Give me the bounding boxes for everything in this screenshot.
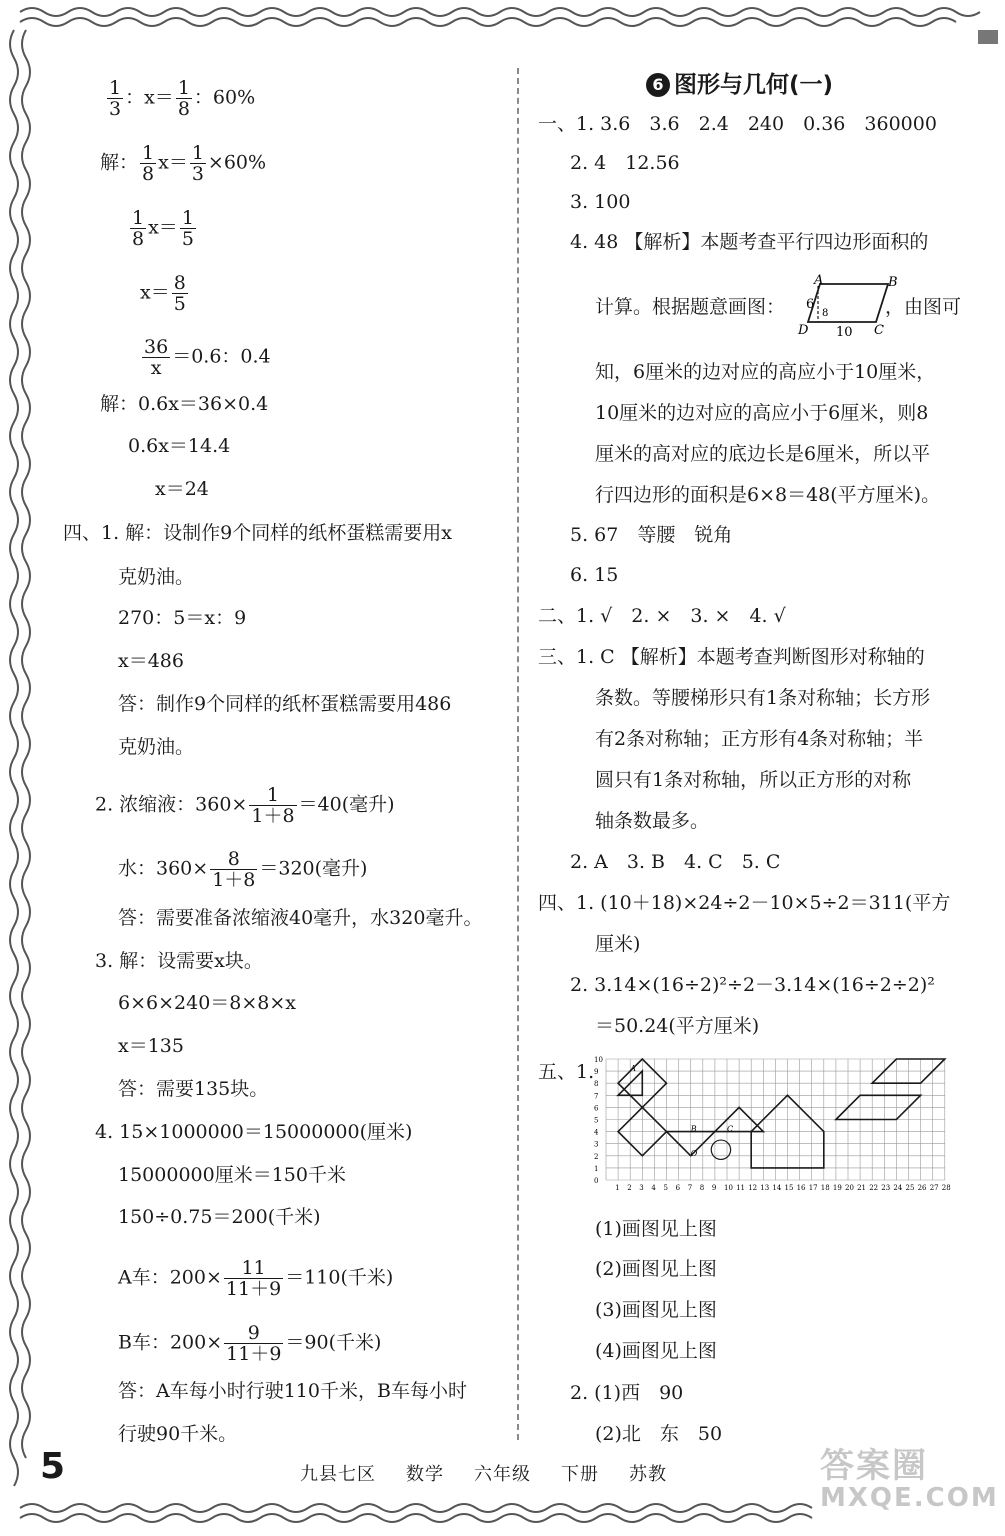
x-tick-label: 3 bbox=[639, 1184, 644, 1192]
text-line: 答：需要准备浓缩液40毫升，水320毫升。 bbox=[118, 907, 483, 929]
text-line: 4. 48 【解析】本题考查平行四边形面积的 bbox=[570, 231, 929, 253]
coordinate-grid-figure bbox=[588, 1052, 958, 1197]
fraction: $\frac{1}{3}$ bbox=[109, 77, 122, 120]
x-tick-label: 15 bbox=[784, 1184, 794, 1192]
x-tick-label: 8 bbox=[699, 1184, 705, 1192]
svg-text:8: 8 bbox=[822, 308, 829, 319]
fraction: $\frac{1}{8}$ bbox=[177, 77, 190, 120]
text-line: 6×6×240＝8×8×x bbox=[118, 992, 297, 1014]
y-tick-label: 5 bbox=[594, 1116, 599, 1125]
y-tick-label: 9 bbox=[594, 1068, 599, 1077]
fraction: $\frac{36}{x}$ bbox=[144, 336, 169, 379]
text-line: 有2条对称轴；正方形有4条对称轴；半 bbox=[595, 728, 924, 750]
text-line: 水：360× $\frac{8}{1+8}$ ＝320(毫升) bbox=[118, 848, 368, 891]
text-line: (1)画图见上图 bbox=[595, 1218, 717, 1240]
fraction: $\frac{1}{5}$ bbox=[181, 207, 194, 250]
grid-circle bbox=[711, 1140, 730, 1159]
question-4-2: 2. 浓缩液：360× $\frac{1}{1+8}$ ＝40(毫升) bbox=[95, 784, 395, 827]
x-tick-label: 22 bbox=[869, 1184, 879, 1192]
grid-point-label: B bbox=[690, 1124, 697, 1134]
solution-line-3: $\frac{1}{8}$ x＝ $\frac{1}{5}$ bbox=[132, 207, 194, 250]
text-line: 圆只有1条对称轴，所以正方形的对称 bbox=[595, 769, 912, 791]
x-tick-label: 26 bbox=[917, 1184, 927, 1192]
text-line: 答：制作9个同样的纸杯蛋糕需要用486 bbox=[118, 693, 452, 715]
proportion-line-1: $\frac{1}{3}$ ：x＝ $\frac{1}{8}$ ：60% bbox=[109, 77, 256, 120]
y-tick-label: 10 bbox=[594, 1056, 603, 1064]
solution-line-4: x＝ $\frac{8}{5}$ bbox=[140, 272, 186, 315]
text-line: 2. A 3. B 4. C 5. C bbox=[570, 851, 781, 873]
y-tick-label: 6 bbox=[594, 1104, 599, 1113]
column-divider bbox=[517, 68, 519, 1440]
x-tick-label: 16 bbox=[796, 1184, 806, 1192]
text-line: 厘米) bbox=[595, 933, 641, 955]
x-tick-label: 2 bbox=[627, 1184, 632, 1192]
x-tick-label: 13 bbox=[760, 1184, 770, 1192]
section-title: 6 图形与几何(一) bbox=[646, 66, 833, 99]
text-line: ＝50.24(平方厘米) bbox=[595, 1015, 760, 1037]
x-tick-label: 6 bbox=[675, 1184, 681, 1192]
text-line: (2)北 东 50 bbox=[595, 1423, 723, 1445]
question-4-1: 四、1. 解：设制作9个同样的纸杯蛋糕需要用x bbox=[63, 522, 452, 544]
x-tick-label: 17 bbox=[808, 1184, 818, 1192]
x-tick-label: 18 bbox=[820, 1184, 830, 1192]
text-line: (3)画图见上图 bbox=[595, 1299, 717, 1321]
svg-text:C: C bbox=[874, 323, 884, 338]
text-line: 0.6x＝14.4 bbox=[128, 435, 231, 457]
x-tick-label: 19 bbox=[832, 1184, 842, 1192]
x-tick-label: 5 bbox=[663, 1184, 668, 1192]
text-line: B车：200× $\frac{9}{11+9}$ ＝90(千米) bbox=[118, 1322, 382, 1365]
text-line: A车：200× $\frac{11}{11+9}$ ＝110(千米) bbox=[118, 1257, 394, 1300]
x-tick-label: 24 bbox=[893, 1184, 903, 1192]
text-line: 克奶油。 bbox=[118, 566, 195, 588]
text-line: 行四边形的面积是6×8＝48(平方厘米)。 bbox=[595, 484, 941, 506]
text-line: x＝486 bbox=[118, 650, 184, 672]
question-4-4: 4. 15×1000000＝15000000(厘米) bbox=[95, 1121, 413, 1143]
text-line: x＝24 bbox=[155, 478, 209, 500]
text-line: 3. 100 bbox=[570, 191, 631, 213]
grid-point-label: A bbox=[630, 1064, 636, 1074]
text-line: 克奶油。 bbox=[118, 736, 195, 758]
svg-text:6: 6 bbox=[806, 297, 815, 312]
text-line: 答：A车每小时行驶110千米，B车每小时 bbox=[118, 1380, 467, 1402]
x-tick-label: 14 bbox=[772, 1184, 782, 1192]
footer-info: 九县七区 数学 六年级 下册 苏教 bbox=[300, 1464, 667, 1485]
text-line: 2. 3.14×(16÷2)²÷2－3.14×(16÷2÷2)² bbox=[570, 974, 935, 996]
text-line: 四、1. (10＋18)×24÷2－10×5÷2＝311(平方 bbox=[538, 892, 951, 914]
page-number: 5 bbox=[40, 1446, 66, 1487]
text-line: 厘米的高对应的底边长是6厘米，所以平 bbox=[595, 443, 931, 465]
text-line: 5. 67 等腰 锐角 bbox=[570, 524, 733, 546]
text-line: 15000000厘米＝150千米 bbox=[118, 1164, 346, 1186]
fraction: $\frac{8}{5}$ bbox=[173, 272, 186, 315]
proportion-line-2: $\frac{36}{x}$ ＝0.6：0.4 bbox=[144, 336, 271, 379]
text-line: 五、1. bbox=[538, 1061, 595, 1083]
grid-point-label: C bbox=[727, 1124, 734, 1134]
svg-text:B: B bbox=[888, 275, 898, 290]
text-line: 行驶90千米。 bbox=[118, 1423, 238, 1445]
text-line: (2)画图见上图 bbox=[595, 1258, 717, 1280]
text-line: 10厘米的边对应的高应小于6厘米，则8 bbox=[595, 402, 929, 424]
x-tick-label: 12 bbox=[748, 1184, 758, 1192]
text-line: 解：0.6x＝36×0.4 bbox=[100, 393, 269, 415]
svg-text:A: A bbox=[814, 273, 824, 288]
text-line: (4)画图见上图 bbox=[595, 1340, 717, 1362]
text-line: 计算。根据题意画图： ，由图可 bbox=[595, 296, 962, 318]
y-tick-label: 4 bbox=[594, 1128, 599, 1137]
section-number-badge: 6 bbox=[646, 73, 670, 97]
text-line: 270：5＝x：9 bbox=[118, 607, 247, 629]
solution-line-2: 解： $\frac{1}{8}$ x＝ $\frac{1}{3}$ ×60% bbox=[100, 142, 267, 185]
text-line: x＝135 bbox=[118, 1035, 184, 1057]
x-tick-label: 10 bbox=[724, 1184, 733, 1192]
grid-point-label: O bbox=[690, 1148, 698, 1158]
x-tick-label: 1 bbox=[615, 1184, 620, 1192]
text-line: 6. 15 bbox=[570, 564, 619, 586]
text-line: 轴条数最多。 bbox=[595, 810, 710, 832]
question-4-3: 3. 解：设需要x块。 bbox=[95, 950, 263, 972]
watermark-logo: 答案圈 MXQE.COM bbox=[820, 1446, 999, 1513]
x-tick-label: 7 bbox=[687, 1184, 693, 1192]
text-line: 答：需要135块。 bbox=[118, 1078, 269, 1100]
y-tick-label: 1 bbox=[594, 1164, 599, 1173]
y-tick-label: 3 bbox=[594, 1140, 599, 1149]
text-line: 条数。等腰梯形只有1条对称轴；长方形 bbox=[595, 687, 931, 709]
y-tick-label: 7 bbox=[594, 1092, 599, 1101]
text-line: 二、1. √ 2. × 3. × 4. √ bbox=[538, 605, 786, 627]
x-tick-label: 4 bbox=[651, 1184, 656, 1192]
svg-text:10: 10 bbox=[836, 325, 853, 338]
y-tick-label: 8 bbox=[594, 1080, 599, 1089]
text-line: 2. 4 12.56 bbox=[570, 152, 680, 174]
svg-text:D: D bbox=[798, 323, 809, 338]
x-tick-label: 21 bbox=[857, 1184, 867, 1192]
text-line: 三、1. C 【解析】本题考查判断图形对称轴的 bbox=[538, 646, 925, 668]
x-tick-label: 27 bbox=[929, 1184, 939, 1192]
text-line: 一、1. 3.6 3.6 2.4 240 0.36 360000 bbox=[538, 113, 937, 135]
text-line: 2. (1)西 90 bbox=[570, 1382, 684, 1404]
text-line: 150÷0.75＝200(千米) bbox=[118, 1206, 321, 1228]
x-tick-label: 25 bbox=[905, 1184, 915, 1192]
y-tick-label: 0 bbox=[594, 1177, 599, 1185]
text-line: 知，6厘米的边对应的高应小于10厘米， bbox=[595, 361, 936, 383]
y-tick-label: 2 bbox=[594, 1152, 599, 1161]
parallelogram-figure bbox=[788, 272, 898, 338]
x-tick-label: 20 bbox=[845, 1184, 854, 1192]
x-tick-label: 11 bbox=[736, 1184, 746, 1192]
x-tick-label: 23 bbox=[881, 1184, 891, 1192]
x-tick-label: 9 bbox=[711, 1184, 717, 1192]
x-tick-label: 28 bbox=[941, 1184, 951, 1192]
